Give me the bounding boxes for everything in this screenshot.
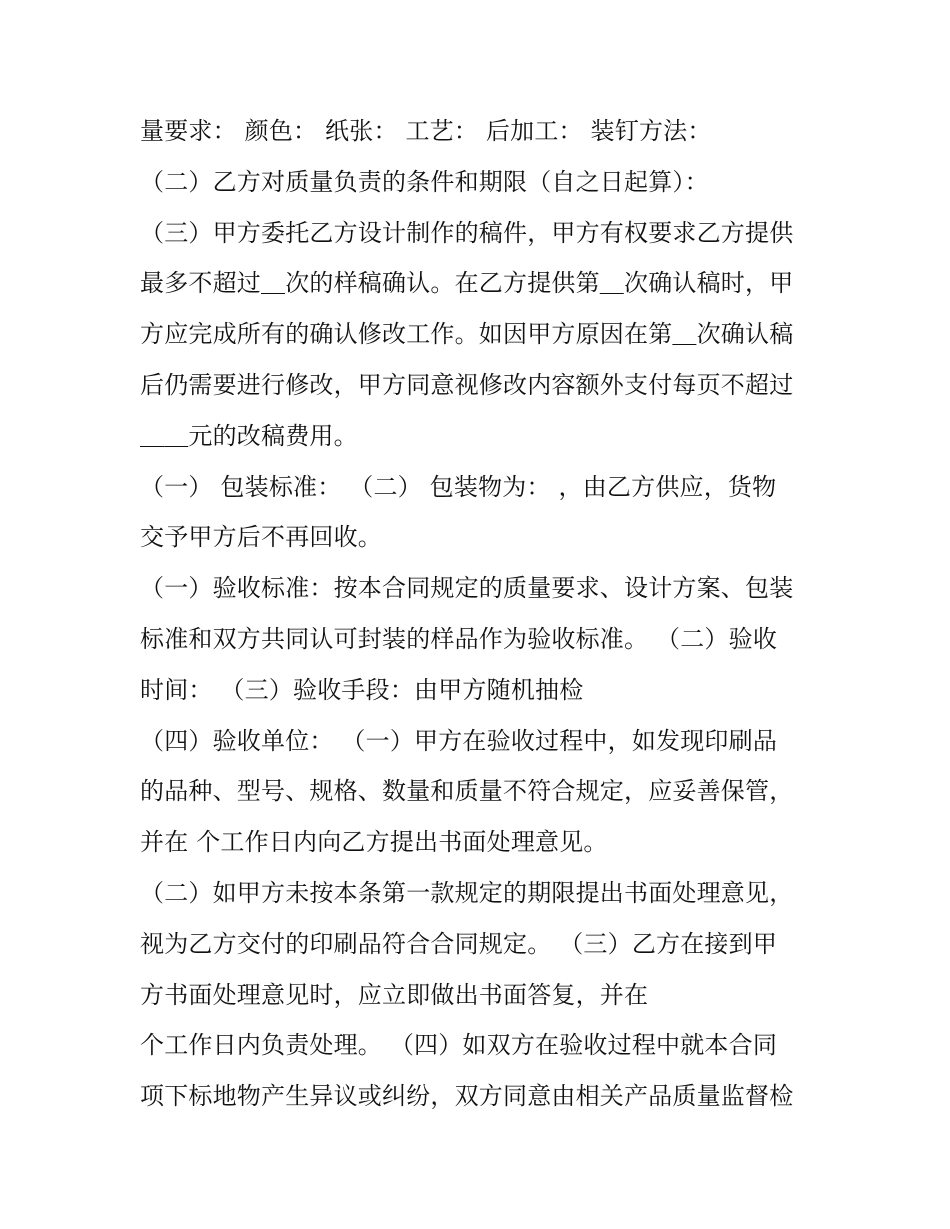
text-line: 交予甲方后不再回收。 (140, 523, 382, 552)
text-line: 方书面处理意见时，应立即做出书面答复，并在 (140, 980, 649, 1009)
text-line: 时间： （三）验收手段：由甲方随机抽检 (140, 675, 584, 704)
text-line: 后仍需要进行修改，甲方同意视修改内容额外支付每页不超过 (140, 370, 794, 399)
text-line: 方应完成所有的确认修改工作。如因甲方原因在第＿次确认稿 (140, 320, 794, 349)
text-line: ＿＿元的改稿费用。 (140, 421, 358, 450)
text-line: （二）如甲方未按本条第一款规定的期限提出书面处理意见， (140, 878, 794, 907)
text-line: 的品种、型号、规格、数量和质量不符合规定，应妥善保管， (140, 777, 794, 806)
text-line: （三）甲方委托乙方设计制作的稿件，甲方有权要求乙方提供 (140, 218, 794, 247)
text-line: 量要求： 颜色： 纸张： 工艺： 后加工： 装钉方法： (140, 117, 712, 145)
text-line: 个工作日内负责处理。 （四）如双方在验收过程中就本合同 (140, 1031, 778, 1060)
text-line: 最多不超过＿次的样稿确认。在乙方提供第＿次确认稿时，甲 (140, 269, 794, 298)
text-line: （一） 包装标准： （二） 包装物为： ，由乙方供应，货物 (140, 472, 777, 501)
document-body (140, 106, 830, 1122)
text-line: 并在 个工作日内向乙方提出书面处理意见。 (140, 828, 608, 857)
text-line: 标准和双方共同认可封装的样品作为验收标准。 （二）验收 (140, 624, 778, 653)
text-line: 项下标地物产生异议或纠纷，双方同意由相关产品质量监督检 (140, 1082, 794, 1111)
text-line: 视为乙方交付的印刷品符合合同规定。 （三）乙方在接到甲 (140, 929, 778, 958)
text-line: （二）乙方对质量负责的条件和期限（自之日起算）： (140, 167, 709, 196)
text-line: （一）验收标准：按本合同规定的质量要求、设计方案、包装 (140, 574, 794, 603)
text-line: （四）验收单位： （一）甲方在验收过程中，如发现印刷品 (140, 726, 778, 755)
